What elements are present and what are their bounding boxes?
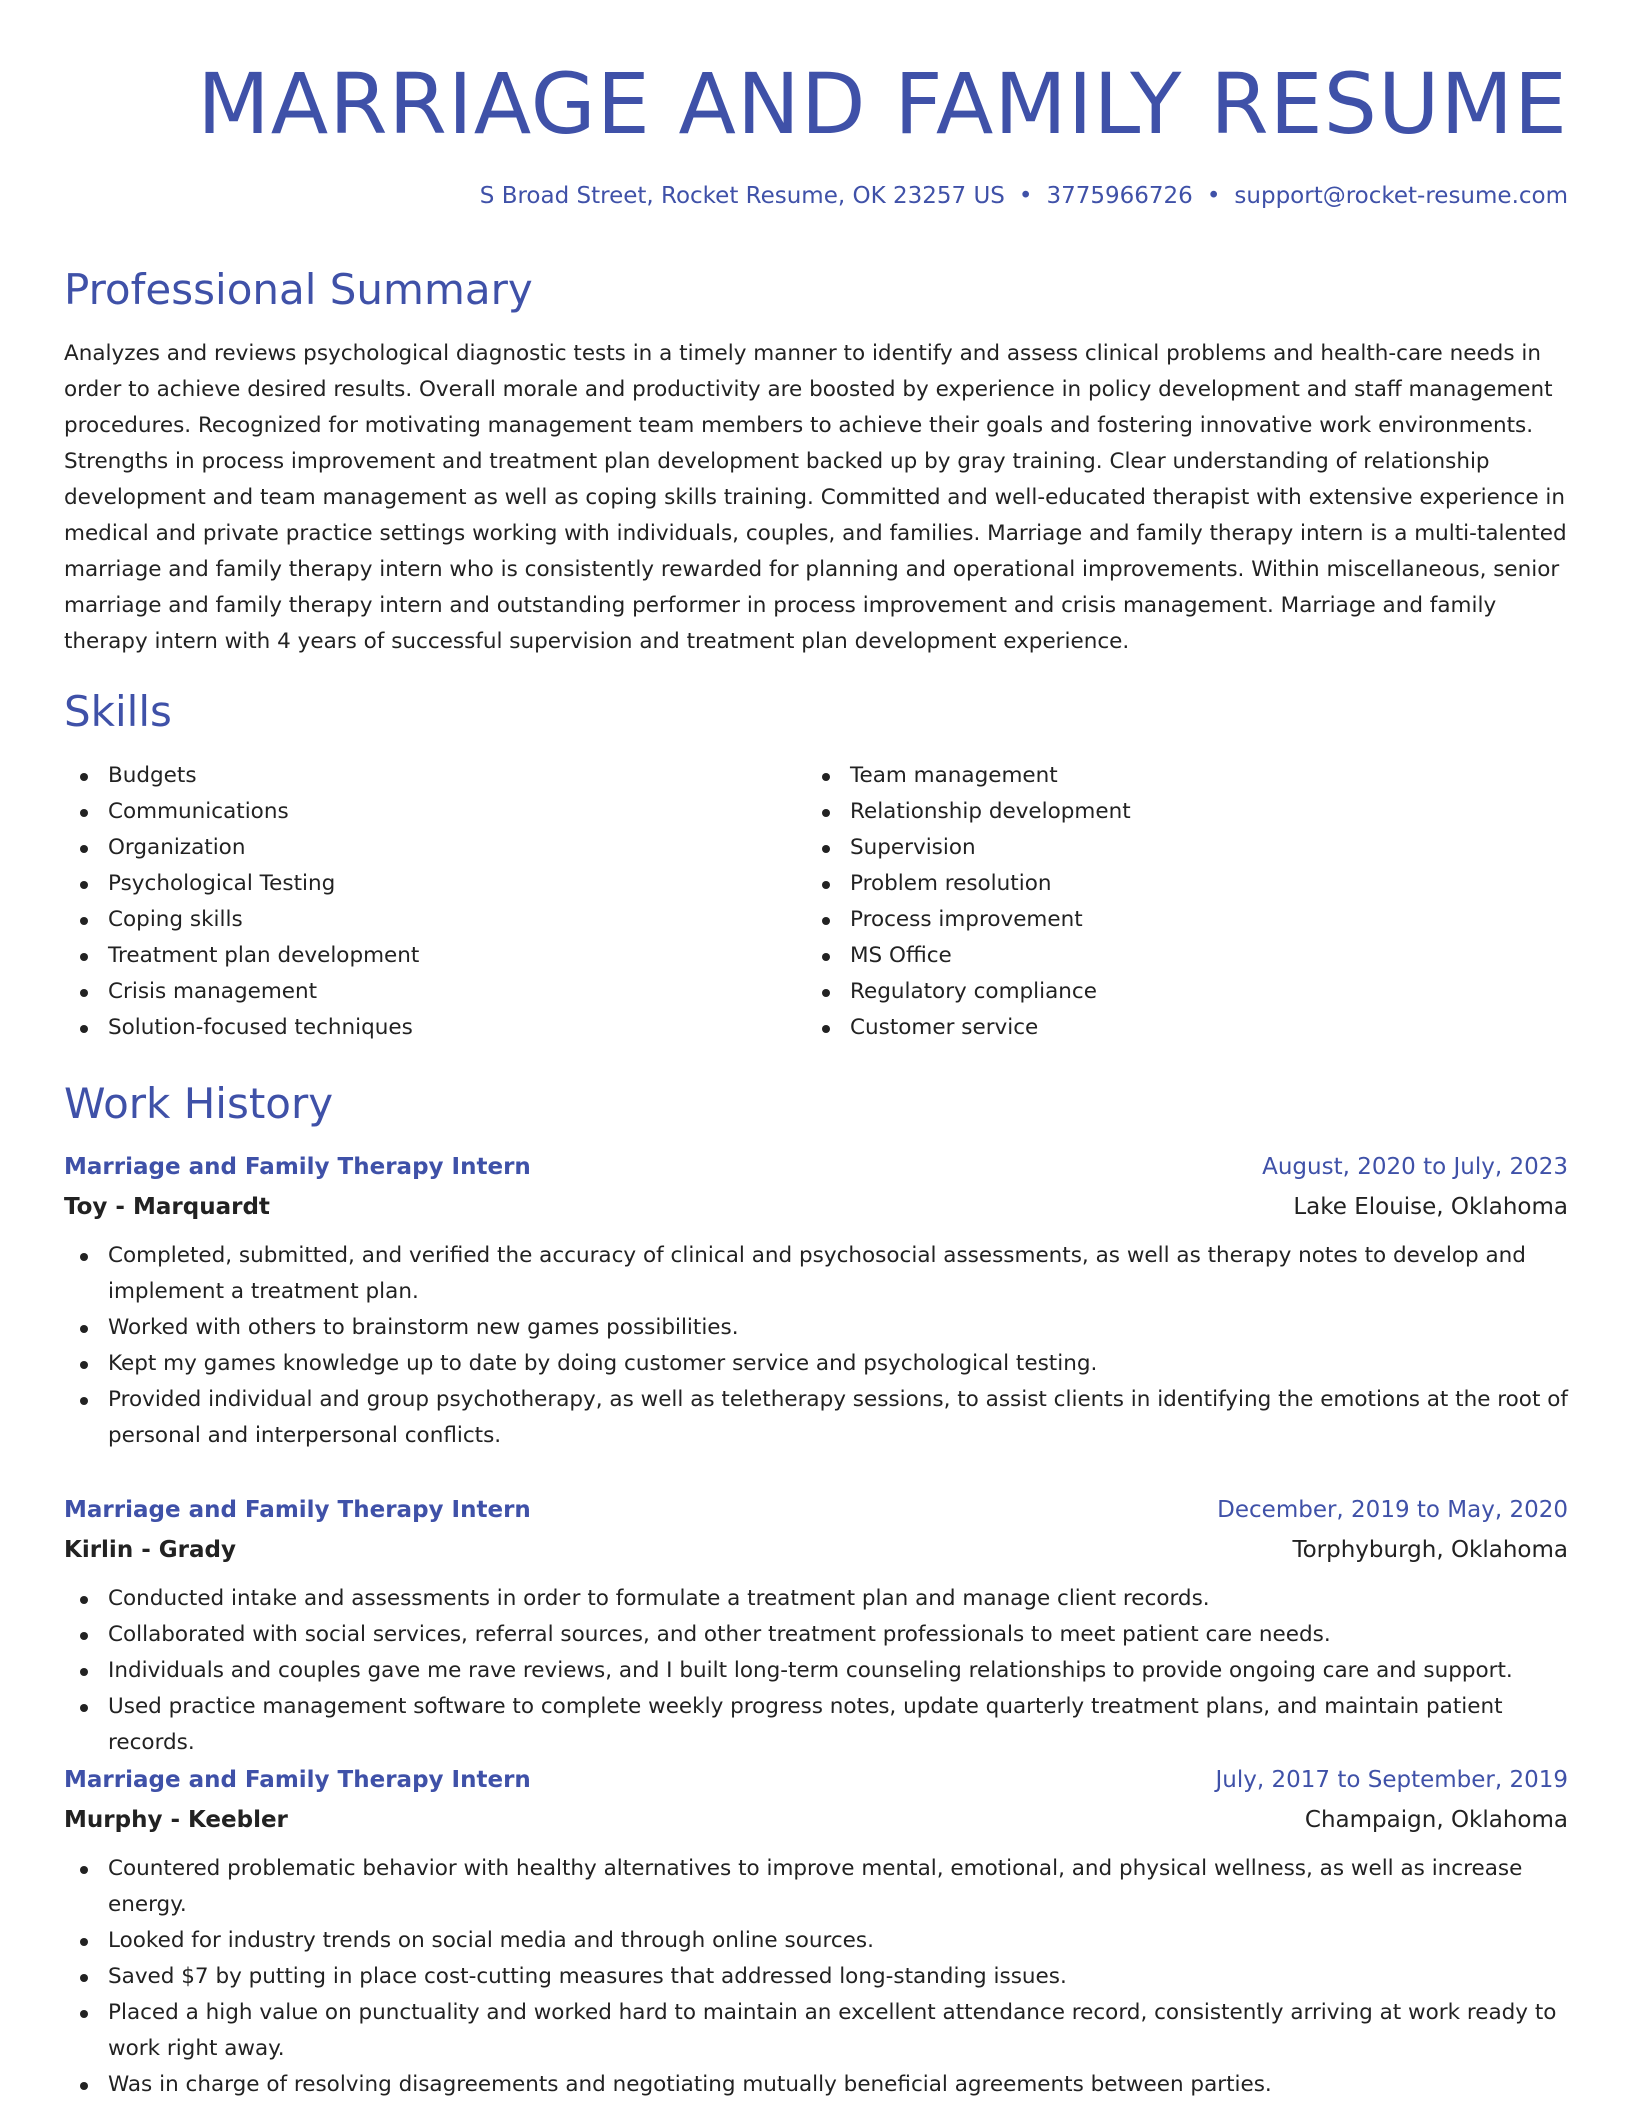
summary-text: Analyzes and reviews psychological diagnostic tests in a timely manner to identify and assess clinical problems and health-care needs in order to achieve desired results. Overall morale and productivity are boosted by experience in policy development and staff management procedures. Recognized for motivating management team members to achieve their goals and fostering innovative work environments. Strengths in process improvement and treatment plan development backed up by gray training. Clear understanding of relationship development and team management as well as coping skills training. Committed and well-educated therapist with extensive experience in medical and private practice settings working with individuals, couples, and families. Marriage and family therapy intern is a multi-talented marriage and family therapy intern who is consistently rewarded for planning and operational improvements. Within miscellaneous, senior marriage and family therapy intern and outstanding performer in process improvement and crisis management. Marriage and family therapy intern with 4 years of successful supervision and treatment plan development experience. xyxy=(64,341,1567,654)
skill-item: MS Office xyxy=(806,938,1548,974)
contact-phone: 3775966726 xyxy=(1046,183,1193,209)
job-bullet: Used practice management software to complete weekly progress notes, update quarterly treatment plans, and maintain patient records. xyxy=(64,1689,1568,1761)
job-bullet: Individuals and couples gave me rave reviews, and I built long-term counseling relationships to provide ongoing care and support. xyxy=(64,1653,1568,1689)
contact-address: S Broad Street, Rocket Resume, OK 23257 US xyxy=(479,183,1005,209)
job-bullet: Was in charge of resolving disagreements and negotiating mutually beneficial agreements between parties. xyxy=(64,2067,1568,2103)
skill-item: Team management xyxy=(806,758,1548,794)
job-dates: August, 2020 to July, 2023 xyxy=(1262,1154,1568,1180)
skill-item: Budgets xyxy=(64,758,806,794)
job-title: Marriage and Family Therapy Intern xyxy=(64,1154,531,1180)
skill-item: Organization xyxy=(64,830,806,866)
job-entry xyxy=(64,1763,1568,2103)
job-title: Marriage and Family Therapy Intern xyxy=(64,1767,531,1793)
job-entry xyxy=(64,1493,1568,1761)
contact-email: support@rocket-resume.com xyxy=(1234,183,1568,209)
job-dates: December, 2019 to May, 2020 xyxy=(1217,1497,1568,1523)
skill-item: Regulatory compliance xyxy=(806,974,1548,1010)
skill-item: Relationship development xyxy=(806,794,1548,830)
job-bullet: Conducted intake and assessments in order to formulate a treatment plan and manage client records. xyxy=(64,1581,1568,1617)
skills-column-left xyxy=(64,758,806,1046)
job-company: Murphy - Keebler xyxy=(64,1807,288,1833)
job-bullets xyxy=(64,1851,1568,2103)
job-dates: July, 2017 to September, 2019 xyxy=(1215,1767,1568,1793)
job-location: Champaign, Oklahoma xyxy=(1304,1807,1568,1833)
job-entry xyxy=(64,1150,1568,1454)
skills-list xyxy=(64,758,1568,1046)
skill-item: Crisis management xyxy=(64,974,806,1010)
skill-item: Psychological Testing xyxy=(64,866,806,902)
work-history-heading: Work History xyxy=(64,1079,334,1128)
skill-item: Communications xyxy=(64,794,806,830)
summary-heading: Professional Summary xyxy=(64,265,533,314)
job-title: Marriage and Family Therapy Intern xyxy=(64,1497,531,1523)
skill-item: Coping skills xyxy=(64,902,806,938)
skill-item: Process improvement xyxy=(806,902,1548,938)
job-bullet: Placed a high value on punctuality and worked hard to maintain an excellent attendance record, consistently arriving at work ready to work right away. xyxy=(64,1995,1568,2067)
skills-heading: Skills xyxy=(64,687,172,736)
job-bullet: Saved $7 by putting in place cost-cutting measures that addressed long-standing issues. xyxy=(64,1959,1568,1995)
resume-name: MARRIAGE AND FAMILY RESUME xyxy=(197,55,1568,153)
skill-item: Customer service xyxy=(806,1010,1548,1046)
job-bullet: Provided individual and group psychotherapy, as well as teletherapy sessions, to assist clients in identifying the emotions at the root of personal and interpersonal conflicts. xyxy=(64,1382,1568,1454)
job-bullet: Kept my games knowledge up to date by doing customer service and psychological testing. xyxy=(64,1346,1568,1382)
skill-item: Supervision xyxy=(806,830,1548,866)
skill-item: Solution-focused techniques xyxy=(64,1010,806,1046)
job-bullets xyxy=(64,1238,1568,1454)
job-bullet: Looked for industry trends on social media and through online sources. xyxy=(64,1923,1568,1959)
skill-item: Treatment plan development xyxy=(64,938,806,974)
job-company: Kirlin - Grady xyxy=(64,1537,236,1563)
skill-item: Problem resolution xyxy=(806,866,1548,902)
contact-line xyxy=(480,180,1568,212)
job-location: Torphyburgh, Oklahoma xyxy=(1292,1537,1568,1563)
job-bullets xyxy=(64,1581,1568,1761)
job-bullet: Collaborated with social services, referral sources, and other treatment professionals to meet patient care needs. xyxy=(64,1617,1568,1653)
job-bullet: Countered problematic behavior with healthy alternatives to improve mental, emotional, and physical wellness, as well as increase energy. xyxy=(64,1851,1568,1923)
job-bullet: Completed, submitted, and verified the accuracy of clinical and psychosocial assessments, as well as therapy notes to develop and implement a treatment plan. xyxy=(64,1238,1568,1310)
job-bullet: Worked with others to brainstorm new games possibilities. xyxy=(64,1310,1568,1346)
contact-separator: • xyxy=(1018,183,1033,209)
job-company: Toy - Marquardt xyxy=(64,1194,270,1220)
skills-column-right xyxy=(806,758,1548,1046)
contact-separator: • xyxy=(1206,183,1221,209)
job-location: Lake Elouise, Oklahoma xyxy=(1293,1194,1568,1220)
